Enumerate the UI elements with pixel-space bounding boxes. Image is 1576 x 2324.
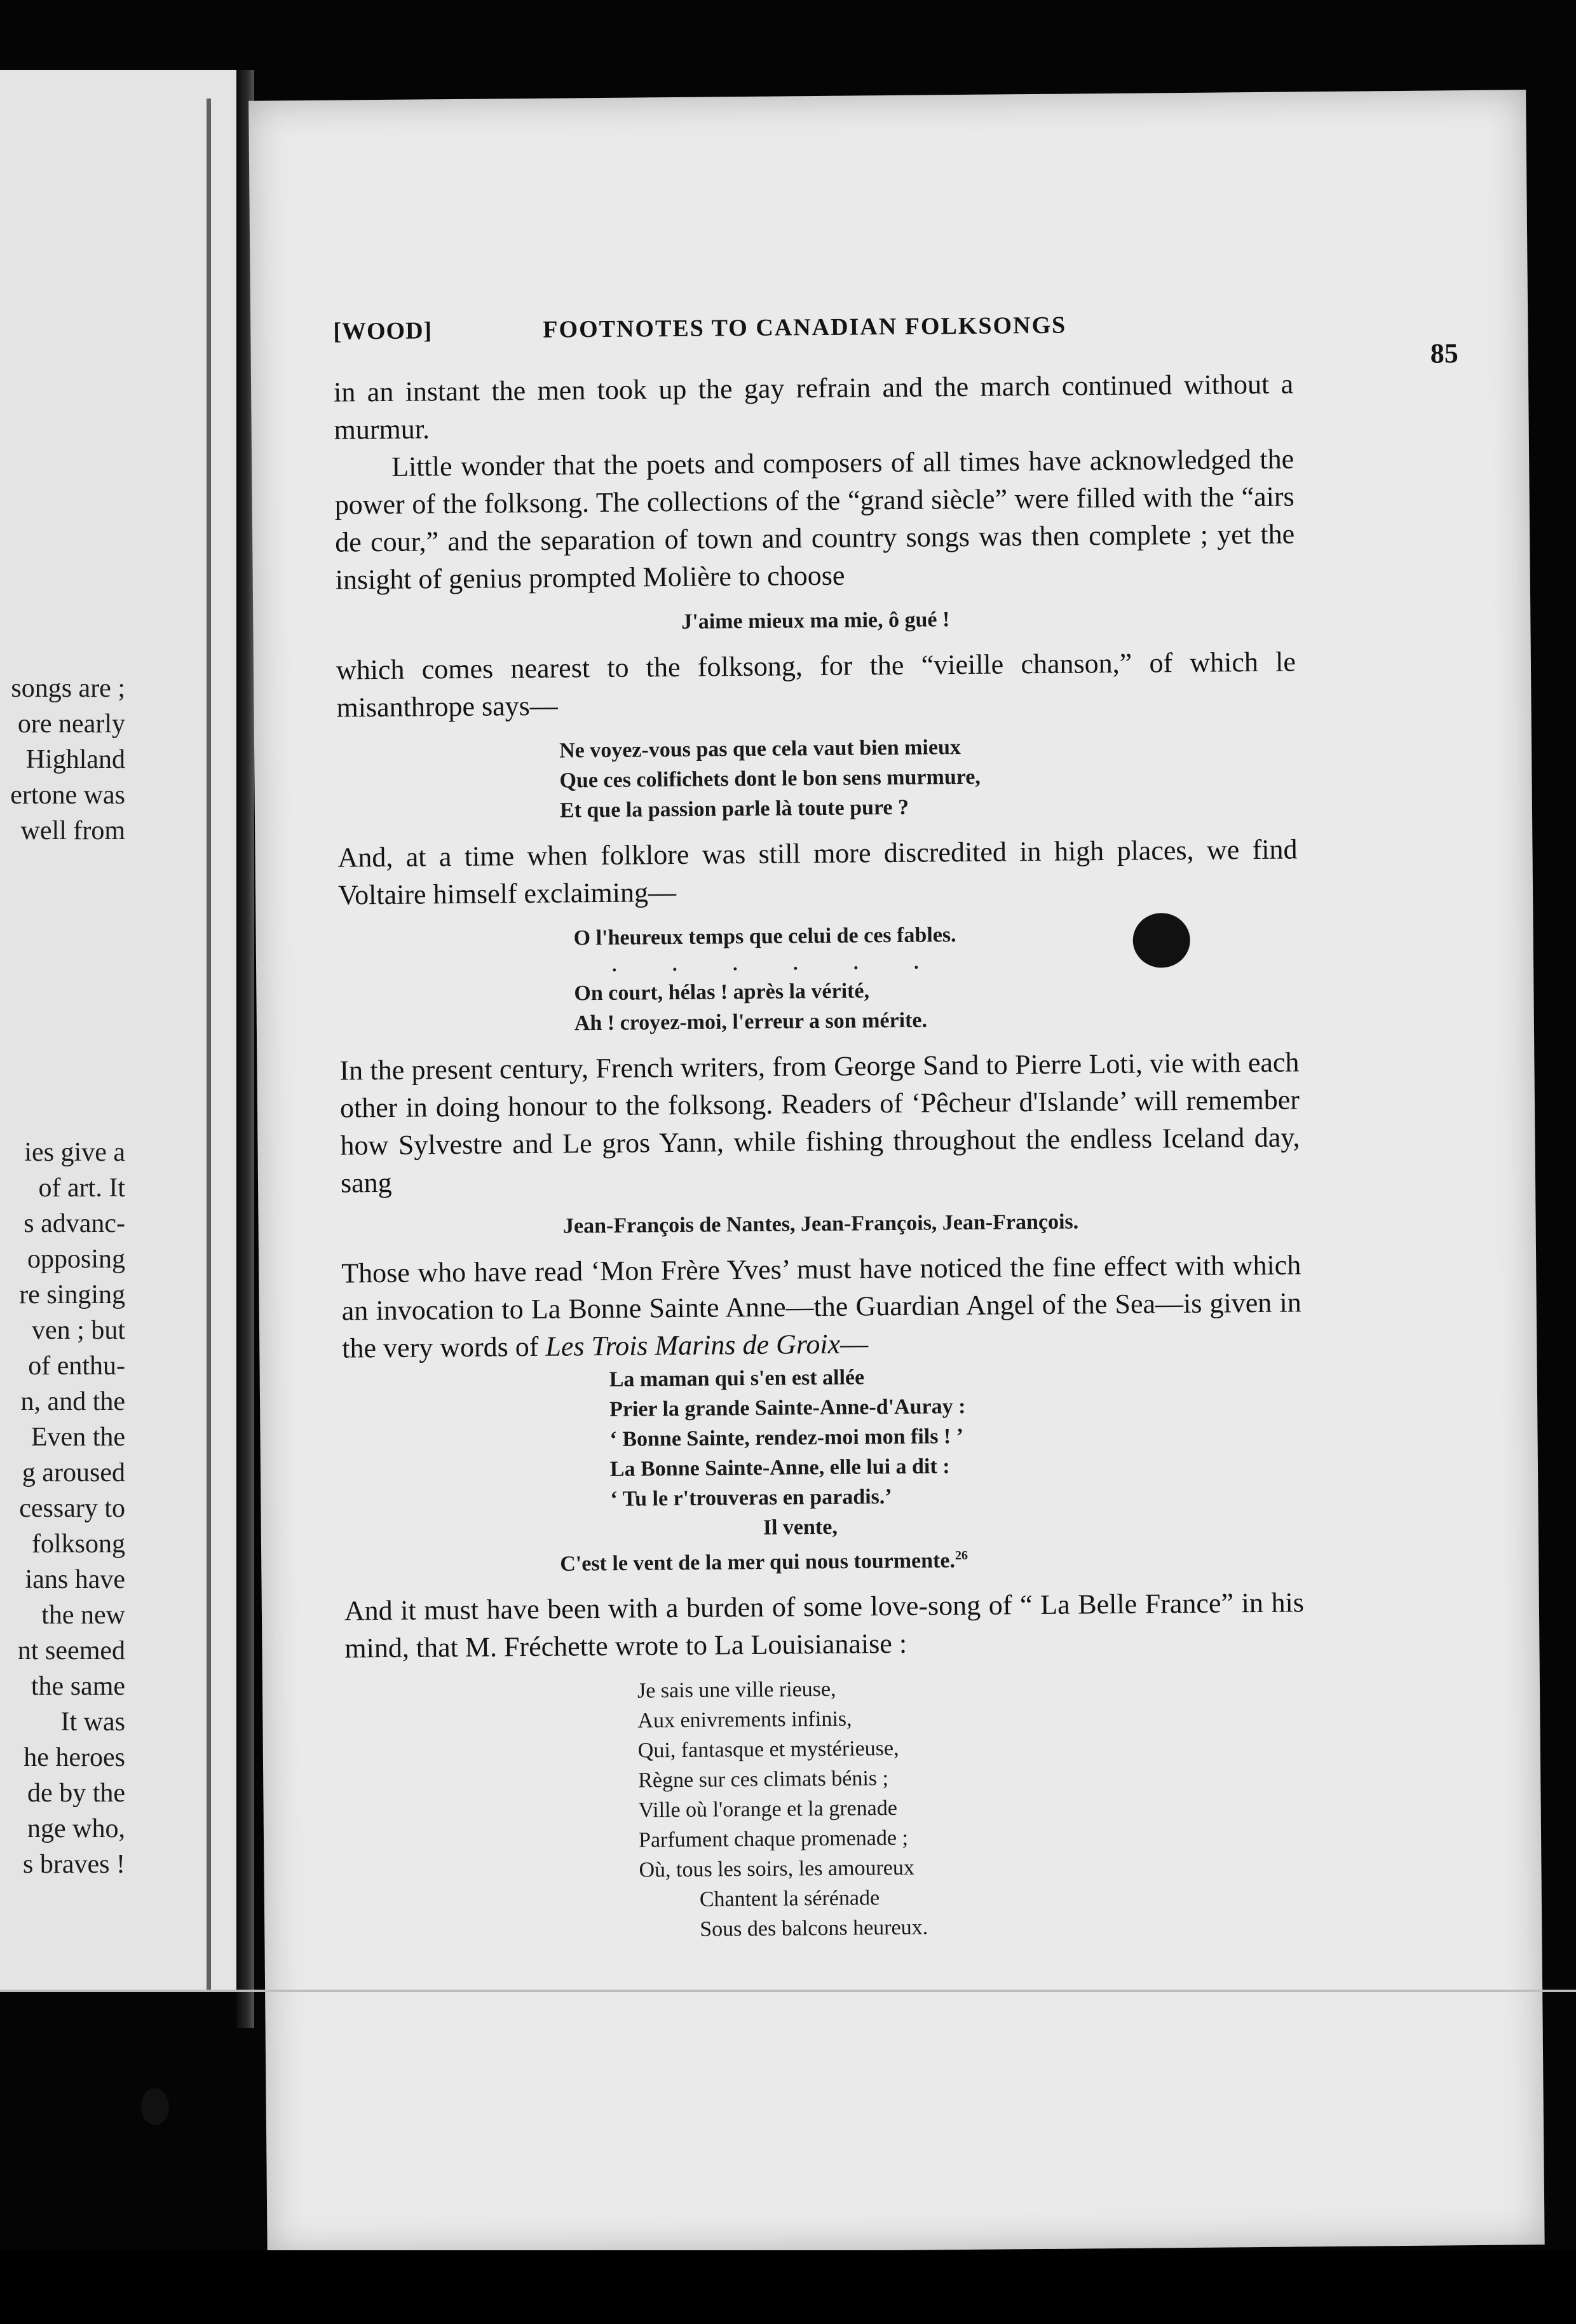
verse-refrain-line: Il vente,: [763, 1515, 838, 1540]
left-line: n, and the: [20, 1387, 125, 1416]
left-line: well from: [20, 816, 125, 845]
left-line: the new: [41, 1601, 125, 1630]
verse-line: Qui, fantasque et mystérieuse,: [637, 1737, 899, 1763]
left-line: Highland: [25, 745, 125, 774]
verse-line: On court, hélas ! après la vérité,: [574, 979, 870, 1006]
verse-line: Parfument chaque promenade ;: [638, 1826, 909, 1852]
left-line: It was: [60, 1707, 125, 1737]
paragraph-4: And, at a time when folklore was still more discredited in high places, we find Voltaire himself exclaiming—: [337, 833, 1298, 911]
quote-jean-francois: Jean-François de Nantes, Jean-François, Jean-François.: [562, 1210, 1079, 1238]
paragraph-6-text: Those who have read ‘Mon Frère Yves’ must have noticed the fine effect with which an invocation to La Bonne Sainte Anne—the Guardian Angel of the Sea—is given in the very words of: [341, 1249, 1301, 1364]
left-line: nge who,: [27, 1814, 125, 1843]
left-line: ore nearly: [17, 709, 125, 739]
left-line: ven ; but: [32, 1316, 125, 1345]
verse-line: Et que la passion parle là toute pure ?: [559, 795, 909, 823]
ink-blot: [1132, 913, 1190, 968]
song-title-italic: Les Trois Marins de Groix: [545, 1328, 841, 1362]
verse-line: Aux enivrements infinis,: [637, 1707, 852, 1733]
left-line: he heroes: [24, 1743, 125, 1772]
left-line: ies give a: [24, 1138, 125, 1167]
paragraph-1: in an instant the men took up the gay refrain and the march continued without a murmur.: [333, 368, 1294, 446]
left-line: opposing: [27, 1245, 125, 1274]
verse-line: Règne sur ces climats bénis ;: [638, 1767, 889, 1793]
paragraph-2: Little wonder that the poets and composers of all times have acknowledged the power of the folksong. The collections of the “grand siècle” were filled with the “airs de cour,” and the separation of town and country songs was then complete ; yet the insight of genius prompted Molière to choose: [334, 443, 1295, 596]
left-line: g aroused: [22, 1458, 125, 1487]
left-line: folksong: [32, 1529, 125, 1559]
verse-misanthrope: [337, 729, 1297, 827]
page-body: [334, 365, 1307, 1947]
verse-line: La Bonne Sainte-Anne, elle lui a dit :: [609, 1454, 950, 1481]
previous-page-fragment: [0, 70, 236, 1990]
left-line: ians have: [25, 1565, 125, 1594]
paragraph-7: And it must have been with a burden of some love-song of “ La Belle France” in his mind, that M. Fréchette wrote to La Louisianaise :: [344, 1587, 1305, 1664]
verse-line: Chantent la sérénade: [699, 1886, 880, 1912]
running-head: [333, 310, 1286, 345]
verse-line: Ne voyez-vous pas que cela vaut bien mieux: [559, 735, 961, 763]
paragraph-3: which comes nearest to the folksong, for the “vieille chanson,” of which le misanthrope says—: [336, 646, 1296, 723]
footnote-ref: 26: [954, 1548, 968, 1563]
verse-line: ‘ Tu le r'trouveras en paradis.’: [610, 1485, 892, 1511]
verse-line: ‘ Bonne Sainte, rendez-moi mon fils ! ’: [609, 1425, 964, 1451]
book-page: [248, 90, 1545, 2255]
left-line: nt seemed: [17, 1636, 125, 1665]
ellipsis-dots: . . . . . .: [611, 952, 944, 976]
verse-louisianaise: [345, 1671, 1307, 1948]
verse-trois-marins: [343, 1358, 1304, 1580]
verse-line: O l'heureux temps que celui de ces fables.: [573, 923, 956, 950]
left-line: the same: [31, 1672, 125, 1701]
verse-line: Où, tous les soirs, les amoureux: [639, 1856, 915, 1882]
scan-line: [0, 1990, 1576, 1992]
left-line: ertone was: [10, 781, 125, 810]
left-line: de by the: [27, 1779, 125, 1808]
left-text-block-1: [10, 671, 125, 849]
verse-line: Sous des balcons heureux.: [700, 1915, 928, 1942]
scan-border: [0, 2250, 1576, 2324]
author-tag: [WOOD]: [333, 317, 433, 345]
refrain-text: C'est le vent de la mer qui nous tourmente.: [560, 1548, 956, 1576]
running-title: FOOTNOTES TO CANADIAN FOLKSONGS: [543, 311, 1067, 343]
left-text-block-2: [18, 1135, 125, 1882]
left-line: s braves !: [23, 1850, 125, 1879]
ink-spot: [141, 2088, 169, 2125]
paragraph-6: [341, 1246, 1301, 1367]
page-number: 85: [1430, 338, 1458, 369]
binding-shadow: [207, 99, 211, 1990]
left-line: of art. It: [38, 1173, 125, 1203]
quote-moliere: J'aime mieux ma mie, ô gué !: [681, 608, 950, 634]
verse-line: La maman qui s'en est allée: [609, 1365, 865, 1391]
verse-line: Ah ! croyez-moi, l'erreur a son mérite.: [574, 1008, 928, 1036]
left-line: songs are ;: [11, 674, 125, 703]
paragraph-5: In the present century, French writers, from George Sand to Pierre Loti, vie with each other in doing honour to the folksong. Readers of ‘Pêcheur d'Islande’ will remember how Sylvestre and Le gros Yann, while fishing throughout the endless Iceland day, sang: [339, 1046, 1300, 1199]
left-line: re singing: [19, 1280, 125, 1309]
left-line: of enthu-: [28, 1351, 125, 1381]
verse-line: Prier la grande Sainte-Anne-d'Auray :: [609, 1395, 966, 1421]
verse-line: Que ces colifichets dont le bon sens murmure,: [559, 765, 981, 793]
left-line: cessary to: [19, 1494, 125, 1523]
verse-line: Je sais une ville rieuse,: [637, 1678, 836, 1703]
verse-line: Ville où l'orange et la grenade: [638, 1796, 897, 1822]
paragraph-6-dash: —: [839, 1328, 869, 1360]
left-line: Even the: [31, 1423, 125, 1452]
left-line: s advanc-: [24, 1209, 125, 1238]
